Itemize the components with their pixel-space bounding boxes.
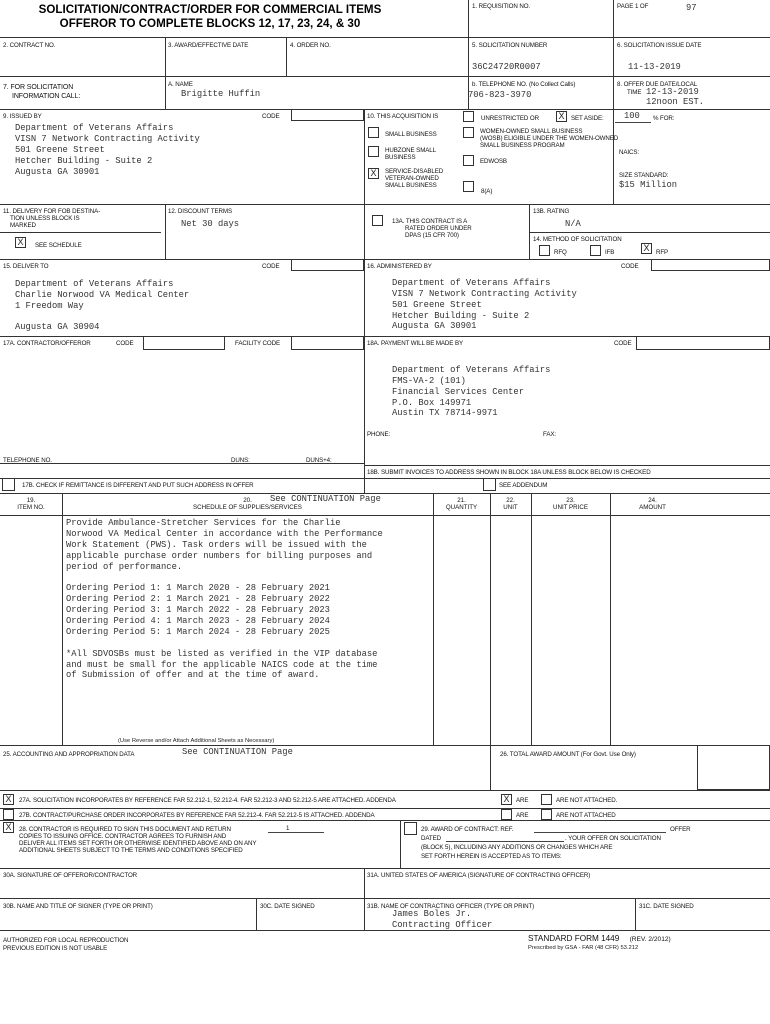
hubzone-label-2: BUSINESS <box>385 154 416 161</box>
issued-by-line: Augusta GA 30901 <box>15 167 100 177</box>
deliver-to-line: Charlie Norwood VA Medical Center <box>15 290 190 300</box>
award-of-contract-checkbox[interactable] <box>404 822 417 835</box>
delivery-fob-label-2: TION UNLESS BLOCK IS <box>10 215 80 222</box>
schedule-line: Provide Ambulance-Stretcher Services for the Charlie <box>66 518 341 528</box>
unrestricted-label: UNRESTRICTED OR <box>481 115 539 122</box>
signer-date-label: 30C. DATE SIGNED <box>260 903 315 910</box>
award-dated-label: DATED <box>421 835 442 842</box>
footer-previous-edition: PREVIOUS EDITION IS NOT USABLE <box>3 945 108 952</box>
deliver-to-code-label: CODE <box>262 263 280 270</box>
contract-are-label: ARE <box>516 812 529 819</box>
us-signature-label: 31A. UNITED STATES OF AMERICA (SIGNATURE OF CONTRACTING OFFICER) <box>367 872 591 879</box>
offeror-signature-field[interactable] <box>0 878 364 898</box>
wosb-label-3: SMALL BUSINESS PROGRAM <box>480 142 565 149</box>
duns4-label: DUNS+4: <box>306 457 332 464</box>
col-supplies-num: 20. <box>243 497 252 504</box>
wosb-label-2: (WOSB) ELIGIBLE UNDER THE WOMEN-OWNED <box>480 135 619 142</box>
signer-name-label: 30B. NAME AND TITLE OF SIGNER (TYPE OR PRINT) <box>3 903 153 910</box>
remittance-label: 17B. CHECK IF REMITTANCE IS DIFFERENT AND PUT SUCH ADDRESS IN OFFER <box>22 482 254 489</box>
offer-due-label: 8. OFFER DUE DATE/LOCAL <box>617 81 698 88</box>
small-business-label: SMALL BUSINESS <box>385 131 437 138</box>
payment-line: Financial Services Center <box>392 387 524 397</box>
wosb-label-1: WOMEN-OWNED SMALL BUSINESS <box>480 128 583 135</box>
administered-by-line: Hetcher Building - Suite 2 <box>392 311 530 321</box>
offeror-signature-label: 30A. SIGNATURE OF OFFEROR/CONTRACTOR <box>3 872 138 879</box>
telephone-label: b. TELEPHONE NO. (No Collect Calls) <box>472 81 576 88</box>
schedule-line: and must be small for the applicable NAICS code at the time <box>66 660 378 670</box>
solicitation-far-checkbox[interactable]: X <box>3 794 14 805</box>
solicitation-number-label: 5. SOLICITATION NUMBER <box>472 42 548 49</box>
setaside-checkbox[interactable]: X <box>556 111 567 122</box>
schedule-footnote: (Use Reverse and/or Attach Additional Sheets as Necessary) <box>118 738 275 744</box>
offer-due-date[interactable]: 12-13-2019 <box>646 87 699 97</box>
schedule-line: Ordering Period 2: 1 March 2021 - 28 February 2022 <box>66 594 330 604</box>
hubzone-label <box>385 147 436 161</box>
contract-far-label: 27B. CONTRACT/PURCHASE ORDER INCORPORATES BY REFERENCE FAR 52.212-4. FAR 52.212-5 IS ATTACHED. ADDENDA <box>19 812 375 819</box>
award-line4: SET FORTH HEREIN IS ACCEPTED AS TO ITEMS: <box>421 853 562 860</box>
edwosb-label: EDWOSB <box>480 158 507 165</box>
award-date-label: 3. AWARD/EFFECTIVE DATE <box>168 42 249 49</box>
issued-by-code-label: CODE <box>262 113 280 120</box>
wosb-label <box>480 128 618 149</box>
eight-a-label: 8(A) <box>481 188 493 195</box>
unrestricted-checkbox[interactable] <box>463 111 474 122</box>
rating-label: 13B. RATING <box>533 208 570 215</box>
solicitation-issue-date-label: 6. SOLICITATION ISSUE DATE <box>617 42 702 49</box>
col-supplies-note: See CONTINUATION Page <box>270 494 381 504</box>
contractor-sign-line3: DELIVER ALL ITEMS SET FORTH OR OTHERWISE IDENTIFIED ABOVE AND ON ANY <box>19 840 257 847</box>
administered-by-line: 501 Greene Street <box>392 300 482 310</box>
deliver-to-line: Department of Veterans Affairs <box>15 279 174 289</box>
issued-by-line: 501 Greene Street <box>15 145 105 155</box>
col-supplies-label: SCHEDULE OF SUPPLIES/SERVICES <box>193 504 302 511</box>
sdvosb-label-2: VETERAN-OWNED <box>385 175 439 182</box>
administered-by-line: Augusta GA 30901 <box>392 321 477 331</box>
issued-by-label: 9. ISSUED BY <box>3 113 42 120</box>
discount-terms-label: 12. DISCOUNT TERMS <box>168 208 232 215</box>
contractor-code-label: CODE <box>116 340 134 347</box>
payment-code-label: CODE <box>614 340 632 347</box>
contractor-sign-checkbox[interactable]: X <box>3 822 14 833</box>
addenda-are-not-label: ARE NOT ATTACHED. <box>556 797 618 804</box>
addenda-are-checkbox[interactable]: X <box>501 794 512 805</box>
ifb-checkbox[interactable] <box>590 245 601 256</box>
col-unit-num: 22. <box>506 497 515 504</box>
schedule-line: Work Statement (PWS). Task orders will be issued with the <box>66 540 367 550</box>
contract-are-not-checkbox[interactable] <box>541 809 552 820</box>
accounting-label: 25. ACCOUNTING AND APPROPRIATION DATA <box>3 751 135 758</box>
method-label: 14. METHOD OF SOLICITATION <box>533 236 622 243</box>
col-unit <box>490 497 531 511</box>
submit-invoices-label: 18B. SUBMIT INVOICES TO ADDRESS SHOWN IN BLOCK 18A UNLESS BLOCK BELOW IS CHECKED <box>367 469 651 476</box>
footer-prescribed: Prescribed by GSA - FAR (48 CFR) 53.212 <box>528 945 639 951</box>
schedule-line: Ordering Period 3: 1 March 2022 - 28 February 2023 <box>66 605 330 615</box>
administered-by-label: 16. ADMINISTERED BY <box>367 263 432 270</box>
award-offer-label: OFFER <box>670 826 691 833</box>
contractor-label: 17A. CONTRACTOR/OFFEROR <box>3 340 91 347</box>
schedule-line: *All SDVOSBs must be listed as verified in the VIP database <box>66 649 378 659</box>
delivery-fob-label-3: MARKED <box>10 222 36 229</box>
contractor-code-field[interactable] <box>143 336 225 350</box>
rating-value: N/A <box>565 219 581 229</box>
facility-code-label: FACILITY CODE <box>235 340 281 347</box>
contractor-telephone-label: TELEPHONE NO. <box>3 457 52 464</box>
payment-line: Austin TX 78714-9971 <box>392 408 498 418</box>
requisition-no-label: 1. REQUISITION NO. <box>472 3 531 10</box>
sdvosb-label <box>385 168 443 189</box>
form-title-line1: SOLICITATION/CONTRACT/ORDER FOR COMMERCIAL ITEMS <box>38 3 382 16</box>
size-standard-label: SIZE STANDARD: <box>619 172 669 179</box>
accounting-value: See CONTINUATION Page <box>182 747 293 757</box>
rated-order-label-1: 13A. THIS CONTRACT IS A <box>392 218 468 225</box>
info-call-label-2: INFORMATION CALL: <box>12 93 81 100</box>
payment-line: FMS-VA-2 (101) <box>392 376 466 386</box>
contact-name-label: A. NAME <box>168 81 193 88</box>
officer-name: James Boles Jr. <box>392 909 472 919</box>
solicitation-number[interactable]: 36C24720R0007 <box>472 62 541 72</box>
administered-by-line: VISN 7 Network Contracting Activity <box>392 289 577 299</box>
administered-by-code-field[interactable] <box>651 259 770 271</box>
deliver-to-label: 15. DELIVER TO <box>3 263 49 270</box>
rated-order-label-3: DPAS (15 CFR 700) <box>405 232 459 239</box>
see-schedule-label: SEE SCHEDULE <box>35 242 82 249</box>
col-unit-label: UNIT <box>503 504 518 511</box>
contractor-sign-label <box>19 826 256 854</box>
col-quantity-label: QUANTITY <box>445 504 478 511</box>
see-addendum-label: SEE ADDENDUM <box>499 482 548 489</box>
see-schedule-checkbox[interactable]: X <box>15 237 26 248</box>
col-unit-price-num: 23. <box>566 497 575 504</box>
setaside-label: SET ASIDE: <box>571 115 604 122</box>
payment-by-label: 18A. PAYMENT WILL BE MADE BY <box>367 340 463 347</box>
duns-label: DUNS: <box>231 457 250 464</box>
contract-far-checkbox[interactable] <box>3 809 14 820</box>
col-item-no <box>0 497 62 511</box>
issued-by-line: VISN 7 Network Contracting Activity <box>15 134 200 144</box>
schedule-line: Ordering Period 4: 1 March 2023 - 28 February 2024 <box>66 616 330 626</box>
solicitation-far-label: 27A. SOLICITATION INCORPORATES BY REFERENCE FAR 52.212-1, 52.212-4. FAR 52.212-3 AND 52.212-5 ARE ATTACHED. ADDENDA <box>19 797 396 804</box>
naics-label: NAICS: <box>619 149 640 156</box>
schedule-line: Ordering Period 1: 1 March 2020 - 28 February 2021 <box>66 583 330 593</box>
sdvosb-checkbox[interactable]: X <box>368 168 379 179</box>
officer-date-label: 31C. DATE SIGNED <box>639 903 694 910</box>
form-title <box>0 3 420 31</box>
rfq-checkbox[interactable] <box>539 245 550 256</box>
rated-order-label <box>392 218 472 239</box>
footer-authorized: AUTHORIZED FOR LOCAL REPRODUCTION <box>3 937 129 944</box>
offer-due-time-label: TIME <box>627 89 642 96</box>
contract-are-not-label: ARE NOT ATTACHED <box>556 812 616 819</box>
remittance-checkbox[interactable] <box>2 478 15 491</box>
sdvosb-label-1: SERVICE-DISABLED <box>385 168 444 175</box>
rfp-checkbox[interactable]: X <box>641 243 652 254</box>
hubzone-label-1: HUBZONE SMALL <box>385 147 436 154</box>
rated-order-label-2: RATED ORDER UNDER <box>405 225 472 232</box>
acquisition-label: 10. THIS ACQUISITION IS <box>367 113 439 120</box>
payment-code-field[interactable] <box>636 336 770 350</box>
payment-line: Department of Veterans Affairs <box>392 365 551 375</box>
form-title-line2: OFFEROR TO COMPLETE BLOCKS 12, 17, 23, 24, & 30 <box>59 17 361 30</box>
solicitation-issue-date[interactable]: 11-13-2019 <box>628 62 681 72</box>
schedule-line: Ordering Period 5: 1 March 2024 - 28 February 2025 <box>66 627 330 637</box>
info-call-label-1: 7. FOR SOLICITATION <box>3 84 74 91</box>
deliver-to-line: 1 Freedom Way <box>15 301 84 311</box>
contracting-officer-signature-field[interactable] <box>365 878 770 898</box>
discount-terms-value[interactable]: Net 30 days <box>181 219 240 229</box>
col-amount-label: AMOUNT <box>639 504 666 511</box>
col-unit-price <box>531 497 610 511</box>
addenda-are-not-checkbox[interactable] <box>541 794 552 805</box>
addenda-are-label: ARE <box>516 797 529 804</box>
footer-form-number <box>528 934 671 945</box>
officer-name-label: 31B. NAME OF CONTRACTING OFFICER (TYPE OR PRINT) <box>367 903 535 910</box>
rfq-label: RFQ <box>554 249 567 256</box>
telephone-value[interactable]: 706-823-3970 <box>468 90 532 100</box>
award-of-contract-label: 29. AWARD OF CONTRACT: REF. <box>421 826 514 833</box>
setaside-percent[interactable]: 100 <box>624 111 640 121</box>
order-no-label: 4. ORDER NO. <box>290 42 331 49</box>
schedule-line: Norwood VA Medical Center in accordance with the Performance <box>66 529 383 539</box>
payment-line: P.O. Box 149971 <box>392 398 472 408</box>
col-unit-price-label: UNIT PRICE <box>553 504 588 511</box>
footer-form-rev: (REV. 2/2012) <box>629 936 671 943</box>
col-amount <box>610 497 695 511</box>
footer-form-name: STANDARD FORM 1449 <box>528 934 620 943</box>
contact-name[interactable]: Brigitte Huffin <box>181 89 261 99</box>
schedule-line: of Submission of offer and at the time of award. <box>66 670 320 680</box>
small-business-checkbox[interactable] <box>368 127 379 138</box>
percent-for-label: % FOR: <box>653 115 675 122</box>
ifb-label: IFB <box>605 249 615 256</box>
wosb-checkbox[interactable] <box>463 127 474 138</box>
contractor-sign-line2: COPIES TO ISSUING OFFICE. CONTRACTOR AGREES TO FURNISH AND <box>19 833 227 840</box>
info-call-label <box>3 83 80 101</box>
schedule-line: applicable purchase order numbers for billing purposes and <box>66 551 373 561</box>
award-line3: (BLOCK 5), INCLUDING ANY ADDITIONS OR CHANGES WHICH ARE <box>421 844 613 851</box>
issued-by-code-field[interactable] <box>291 109 364 121</box>
payment-phone-label: PHONE: <box>367 431 391 438</box>
edwosb-checkbox[interactable] <box>463 155 474 166</box>
copies-count[interactable]: 1 <box>286 825 290 832</box>
facility-code-field[interactable] <box>291 336 364 350</box>
contractor-sign-line4: ADDITIONAL SHEETS SUBJECT TO THE TERMS AND CONDITIONS SPECIFIED <box>19 847 243 854</box>
col-item-no-label: ITEM NO. <box>17 504 45 511</box>
officer-title: Contracting Officer <box>392 920 493 930</box>
payment-fax-label: FAX: <box>543 431 557 438</box>
offer-due-time[interactable]: 12noon EST. <box>646 97 705 107</box>
page-of-label: PAGE 1 OF <box>617 3 649 10</box>
col-quantity-num: 21. <box>457 497 466 504</box>
contract-are-checkbox[interactable] <box>501 809 512 820</box>
delivery-fob-label-1: 11. DELIVERY FOR FOB DESTINA- <box>3 208 101 215</box>
delivery-fob-label <box>3 208 100 229</box>
eight-a-checkbox[interactable] <box>463 181 474 192</box>
administered-by-line: Department of Veterans Affairs <box>392 278 551 288</box>
col-quantity <box>433 497 490 511</box>
deliver-to-code-field[interactable] <box>291 259 364 271</box>
sdvosb-label-3: SMALL BUSINESS <box>385 182 437 189</box>
hubzone-checkbox[interactable] <box>368 146 379 157</box>
contractor-sign-line1: 28. CONTRACTOR IS REQUIRED TO SIGN THIS DOCUMENT AND RETURN <box>19 826 231 833</box>
award-your-offer-label: . YOUR OFFER ON SOLICITATION <box>565 835 661 842</box>
col-item-no-num: 19. <box>26 497 36 504</box>
contract-no-label: 2. CONTRACT NO. <box>3 42 56 49</box>
issued-by-line: Department of Veterans Affairs <box>15 123 174 133</box>
deliver-to-line: Augusta GA 30904 <box>15 322 100 332</box>
see-addendum-checkbox[interactable] <box>483 478 496 491</box>
administered-by-code-label: CODE <box>621 263 639 270</box>
issued-by-line: Hetcher Building - Suite 2 <box>15 156 153 166</box>
rfp-label: RFP <box>656 249 669 256</box>
page-total: 97 <box>686 3 697 13</box>
schedule-line: period of performance. <box>66 562 183 572</box>
size-standard-value[interactable]: $15 Million <box>619 180 678 190</box>
col-amount-num: 24. <box>648 497 657 504</box>
rated-order-checkbox[interactable] <box>372 215 383 226</box>
total-award-label: 26. TOTAL AWARD AMOUNT (For Govt. Use Only) <box>500 751 636 758</box>
total-award-field[interactable] <box>697 745 770 790</box>
